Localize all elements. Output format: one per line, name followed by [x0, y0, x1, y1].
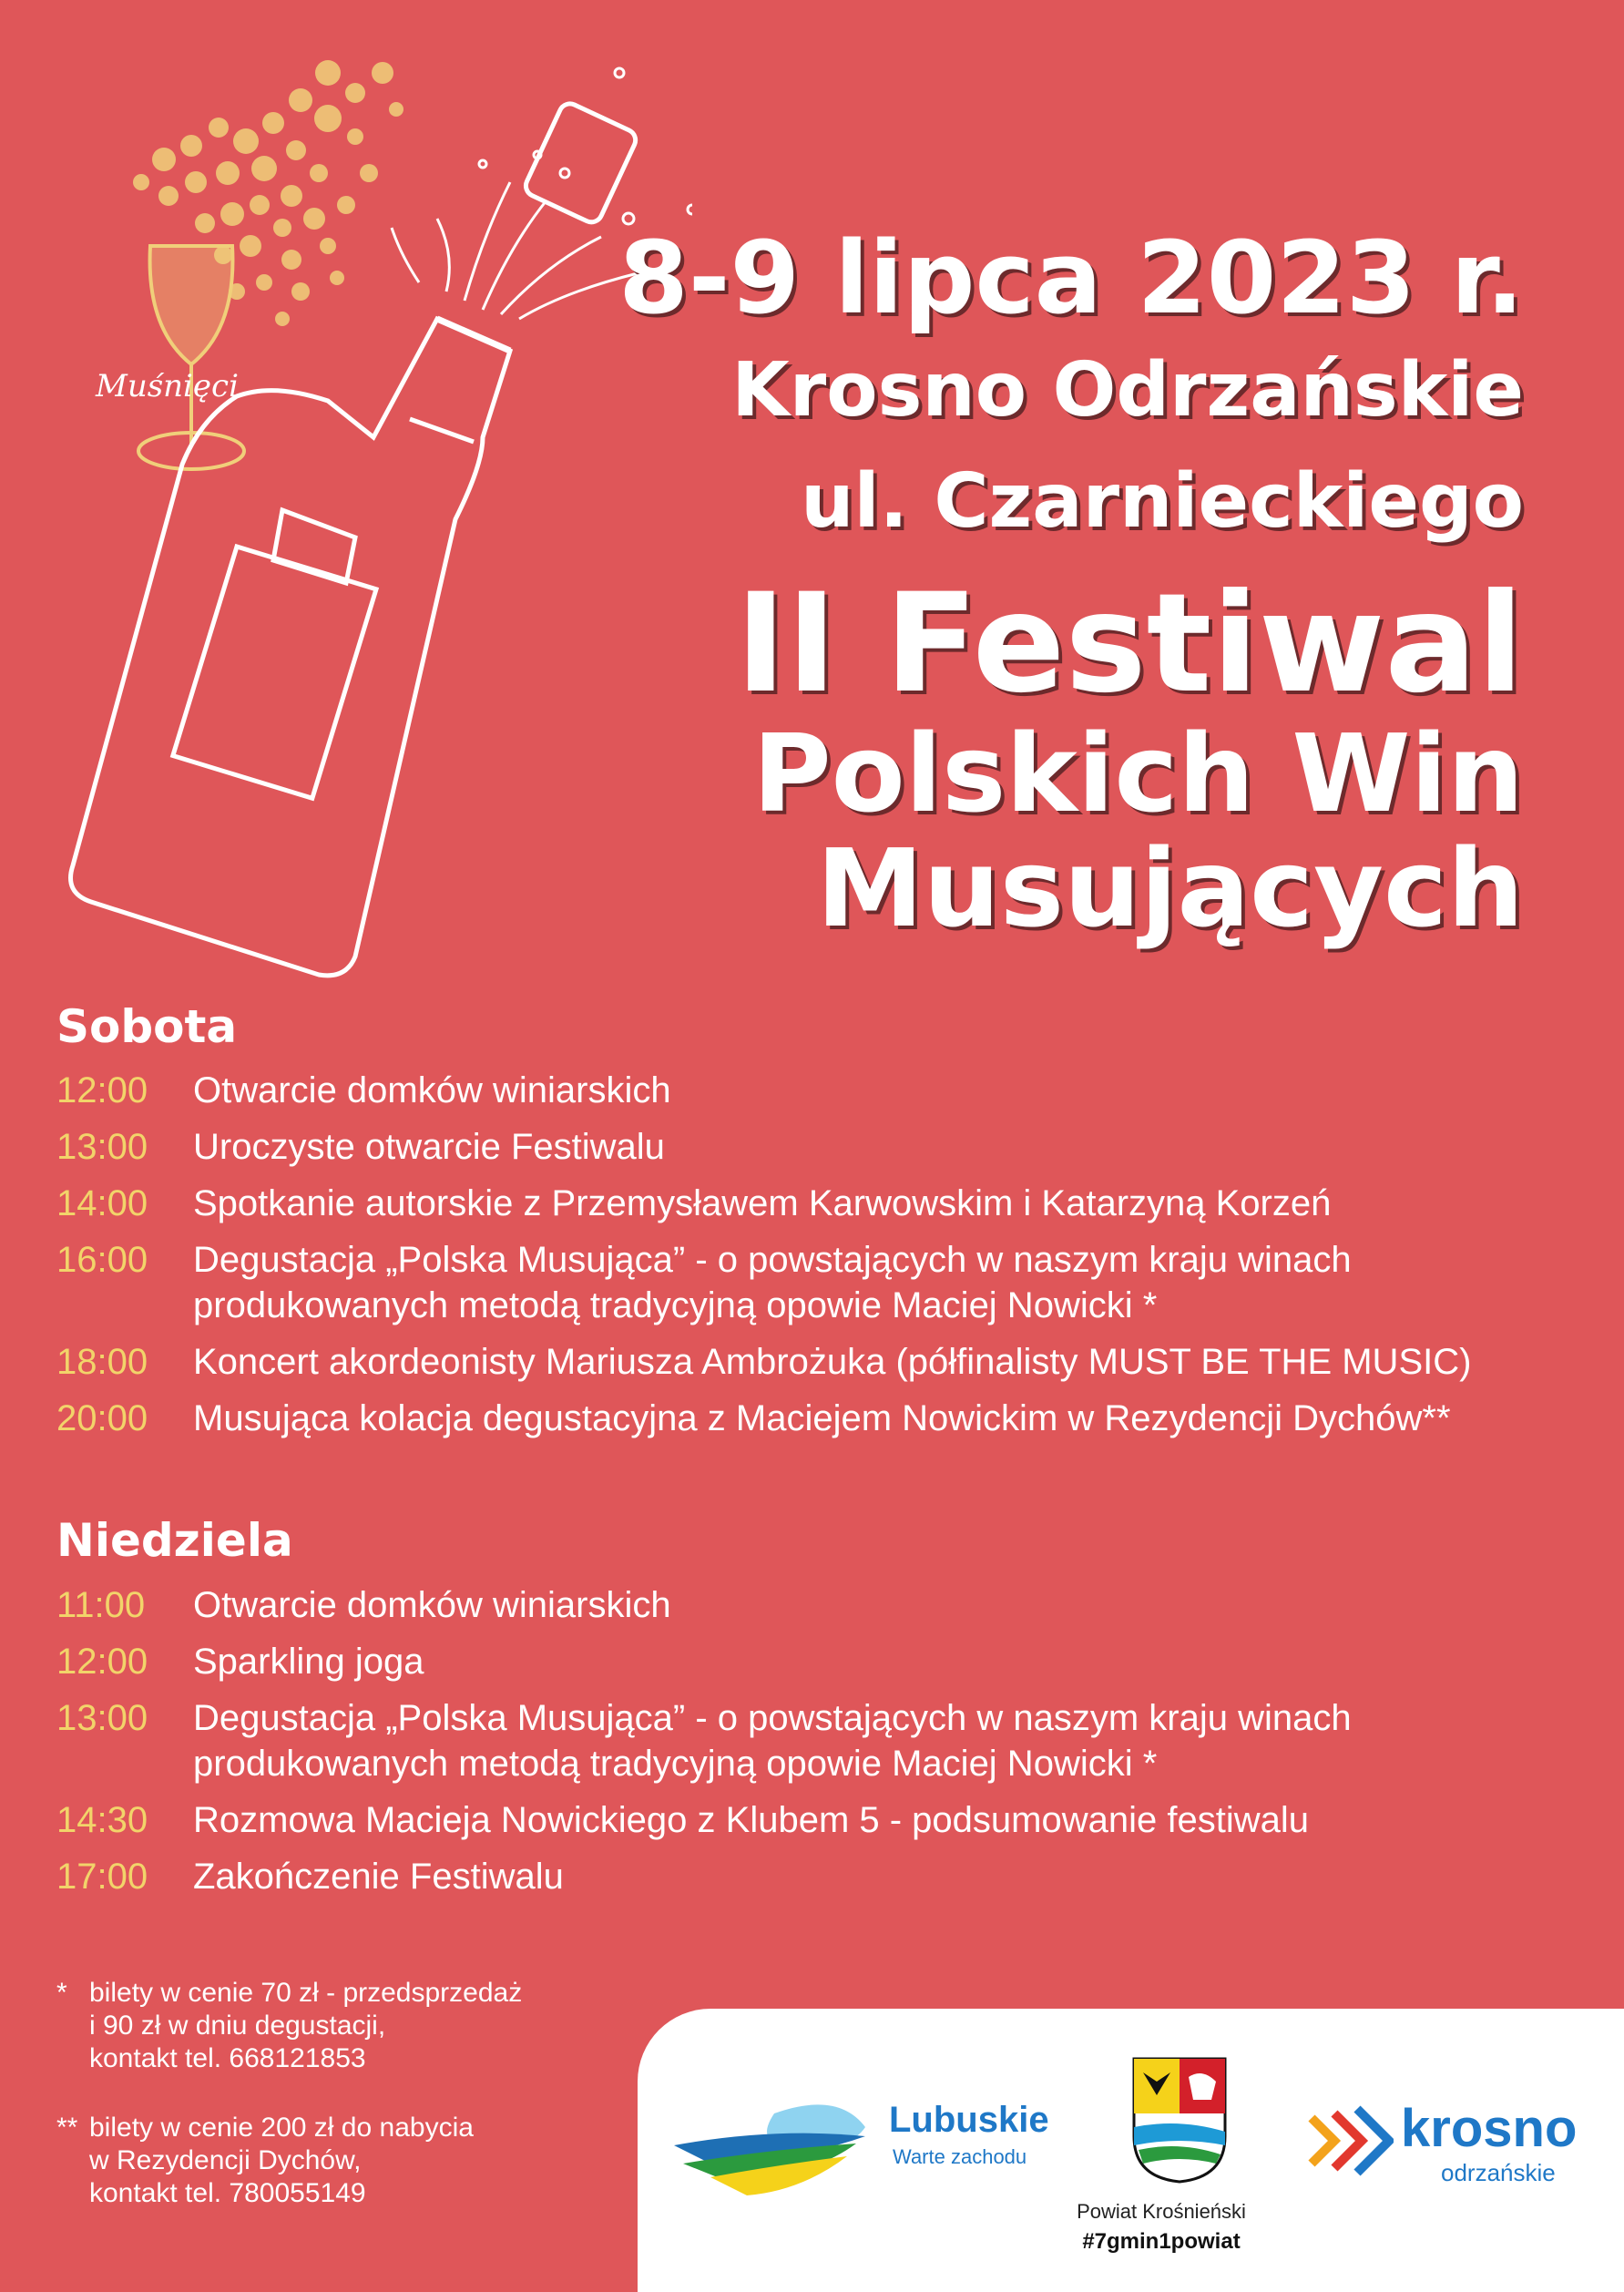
schedule-row [56, 1582, 1587, 1628]
schedule-text: Uroczyste otwarcie Festiwalu [193, 1127, 665, 1167]
schedule-row [56, 1854, 1587, 1899]
schedule-time: 17:00 [56, 1857, 148, 1897]
event-city: Krosno Odrzańskie [731, 347, 1524, 434]
ticket-note [56, 2112, 636, 2210]
festival-title-line-1: II Festiwal [735, 565, 1524, 723]
schedule-time: 13:00 [56, 1127, 148, 1167]
note-line: bilety w cenie 200 zł do nabycia [89, 2113, 474, 2143]
note-line: kontakt tel. 780055149 [89, 2178, 366, 2208]
schedule-time: 18:00 [56, 1342, 148, 1382]
schedule-row [56, 1068, 1587, 1113]
schedule-text: Degustacja „Polska Musująca” - o powstających w naszym kraju winach [193, 1698, 1352, 1738]
note-mark: * [56, 1978, 67, 2008]
sunday-schedule [56, 1582, 1587, 1910]
champagne-bottle-illustration [55, 36, 692, 993]
schedule-text: Zakończenie Festiwalu [193, 1857, 564, 1897]
saturday-schedule [56, 1068, 1587, 1452]
krosno-subtitle: odrzańskie [1441, 2159, 1556, 2186]
schedule-text-multiline [193, 1237, 1587, 1328]
schedule-row [56, 1396, 1587, 1441]
sunday-heading: Niedziela [56, 1514, 293, 1567]
festival-title-line-3: Musujących [816, 825, 1524, 951]
schedule-text: Musująca kolacja degustacyjna z Maciejem Nowickim w Rezydencji Dychów** [193, 1398, 1451, 1438]
schedule-text-continued: produkowanych metodą tradycyjną opowie Maciej Nowicki * [193, 1285, 1158, 1325]
schedule-text: Otwarcie domków winiarskich [193, 1585, 671, 1625]
sponsors-panel [638, 2009, 1624, 2292]
lubuskie-name: Lubuskie [889, 2100, 1049, 2140]
festival-title-line-2: Polskich Win [752, 711, 1524, 836]
schedule-time: 13:00 [56, 1698, 148, 1738]
schedule-text: Otwarcie domków winiarskich [193, 1070, 671, 1110]
powiat-name: Powiat Krośnieński [1077, 2200, 1246, 2223]
note-line: i 90 zł w dniu degustacji, [89, 2011, 386, 2041]
schedule-row [56, 1339, 1587, 1385]
ticket-note [56, 1977, 636, 2075]
ticket-notes [56, 1977, 636, 2246]
schedule-row [56, 1124, 1587, 1170]
krosno-chevrons-icon [1302, 2104, 1394, 2177]
event-street: ul. Czarnieckiego [801, 458, 1524, 545]
schedule-text: Koncert akordeonisty Mariusza Ambrożuka (półfinalisty MUST BE THE MUSIC) [193, 1342, 1472, 1382]
schedule-time: 11:00 [56, 1585, 146, 1625]
schedule-row [56, 1181, 1587, 1226]
schedule-time: 12:00 [56, 1642, 148, 1682]
schedule-time: 14:30 [56, 1800, 148, 1840]
note-line: kontakt tel. 668121853 [89, 2043, 366, 2073]
schedule-time: 12:00 [56, 1070, 148, 1110]
schedule-row [56, 1695, 1587, 1786]
note-line: bilety w cenie 70 zł - przedsprzedaż [89, 1978, 523, 2008]
musnieci-logo-text: Muśnięci [96, 368, 239, 404]
bottle-icon [71, 319, 511, 976]
saturday-heading: Sobota [56, 1000, 238, 1053]
lubuskie-tagline: Warte zachodu [893, 2145, 1027, 2168]
schedule-text: Sparkling joga [193, 1642, 424, 1682]
lubuskie-logo-icon [674, 2091, 883, 2200]
event-date: 8-9 lipca 2023 r. [618, 220, 1524, 336]
hero-heading [618, 220, 1524, 951]
powiat-hashtag: #7gmin1powiat [1082, 2229, 1241, 2254]
schedule-time: 14:00 [56, 1183, 148, 1223]
schedule-text: Degustacja „Polska Musująca” - o powstających w naszym kraju winach [193, 1240, 1352, 1280]
powiat-crest-icon [1129, 2054, 1230, 2186]
wine-glass-icon [138, 246, 244, 469]
schedule-row [56, 1237, 1587, 1328]
krosno-name: krosno [1401, 2099, 1578, 2158]
note-line: w Rezydencji Dychów, [89, 2145, 362, 2175]
schedule-row [56, 1639, 1587, 1684]
note-mark: ** [56, 2113, 78, 2143]
schedule-text-continued: produkowanych metodą tradycyjną opowie Maciej Nowicki * [193, 1744, 1158, 1784]
schedule-time: 16:00 [56, 1240, 148, 1280]
schedule-text: Spotkanie autorskie z Przemysławem Karwowskim i Katarzyną Korzeń [193, 1183, 1332, 1223]
schedule-row [56, 1797, 1587, 1843]
schedule-text-multiline [193, 1695, 1587, 1786]
schedule-time: 20:00 [56, 1398, 148, 1438]
schedule-text: Rozmowa Macieja Nowickiego z Klubem 5 - podsumowanie festiwalu [193, 1800, 1309, 1840]
